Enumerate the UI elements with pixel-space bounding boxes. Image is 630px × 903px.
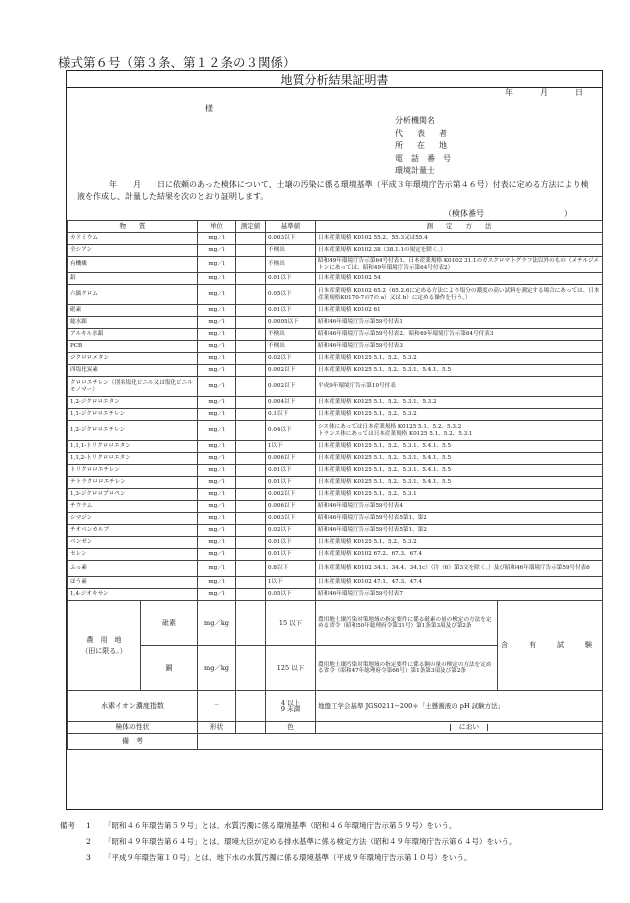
- notes-heading: 備考: [60, 821, 75, 830]
- cell-method: 日本産業規格 K0125 5.1、5.2、5.3.1、5.4.1、5.5: [316, 365, 603, 377]
- table-row: [68, 465, 603, 477]
- cell-unit: mg／l: [198, 245, 236, 257]
- cell-standard: 0.01以下: [266, 477, 316, 489]
- cell-method: シス体にあっては日本産業規格 K0125 5.1、5.2、5.3.2 トランス体にあっては日本産業規格 K0125 5.1、5.2、5.3.1: [316, 421, 603, 441]
- ph-value: [236, 691, 266, 722]
- cell-value: [236, 465, 266, 477]
- results-body: [68, 221, 603, 750]
- cell-method: 昭和46年環境庁告示第59号付表7: [316, 589, 603, 601]
- cell-substance: セレン: [68, 549, 198, 561]
- cell-unit: mg／l: [198, 525, 236, 537]
- cell-substance: 1,2-ジクロロエタン: [68, 397, 198, 409]
- cell-method: 日本産業規格 K0102 55.2、55.3又は55.4: [316, 233, 603, 245]
- issue-date: [479, 87, 584, 98]
- properties-row: [68, 722, 603, 734]
- table-row: [68, 513, 603, 525]
- certificate-frame: [66, 70, 603, 810]
- cell-substance: トリクロロエチレン: [68, 465, 198, 477]
- table-header-row: [68, 221, 603, 233]
- cell-unit: mg／l: [198, 233, 236, 245]
- cell-standard: 0.05以下: [266, 589, 316, 601]
- cell-method: 日本産業規格 K0102 38（38.1.1の規定を除く。）: [316, 245, 603, 257]
- properties-shape: 形状: [198, 722, 236, 734]
- cell-substance: 1,3-ジクロロプロペン: [68, 489, 198, 501]
- table-row: [68, 561, 603, 577]
- cell-value: [236, 453, 266, 465]
- cell-method: 日本産業規格 K0102 61: [316, 305, 603, 317]
- cell-substance: ジクロロメタン: [68, 353, 198, 365]
- addressee-suffix: 様: [205, 104, 213, 113]
- table-row: [68, 353, 603, 365]
- ph-row: [68, 691, 603, 722]
- cell-standard: 0.1以下: [266, 409, 316, 421]
- cell-value: [236, 441, 266, 453]
- table-row: [68, 577, 603, 589]
- cell-value: [236, 305, 266, 317]
- agri-test-label: 含 有 試 験: [498, 601, 603, 691]
- cell-method: 昭和49年環境庁告示第64号付表1、日本産業規格 K0102 31.1のガスクロマトグラフ法以外のもの（メチルジメトンにあっては、昭和49年環境庁告示第64号付表2）: [316, 257, 603, 273]
- date-year: 年: [505, 88, 514, 97]
- table-row: [68, 453, 603, 465]
- cell-unit: mg／l: [198, 377, 236, 397]
- cell-value: [236, 549, 266, 561]
- cell-value: [236, 537, 266, 549]
- cell-method: 日本産業規格 K0102 65.2（65.2.6に定める方法により塩分の濃度の高い試料を測定する場合にあっては、日本産業規格K0170-7の7の a）又は b）に定める操作を行う。）: [316, 285, 603, 305]
- cell-unit: mg／l: [198, 397, 236, 409]
- note-2: 2 「昭和４９年環告第６４号」とは、環境大臣が定める排水基準に係る検定方法（昭和４９年環境庁告示第６４号）をいう。: [86, 837, 517, 846]
- cell-substance: チウラム: [68, 501, 198, 513]
- table-row: [68, 409, 603, 421]
- cell-unit: mg／l: [198, 341, 236, 353]
- cell-value: [236, 421, 266, 441]
- remarks-label: 備 考: [68, 734, 198, 750]
- header-substance: 物 質: [68, 221, 198, 233]
- cell-value: [236, 561, 266, 577]
- cell-method: 日本産業規格 K0102 47.1、47.3、47.4: [316, 577, 603, 589]
- properties-shape-value: [236, 722, 266, 734]
- cell-value: [236, 409, 266, 421]
- table-row: [68, 537, 603, 549]
- properties-odor: におい: [450, 724, 488, 731]
- cell-unit: mg／l: [198, 421, 236, 441]
- analyst-address-label: 所 在 地: [395, 141, 450, 150]
- cell-standard: 0.02以下: [266, 525, 316, 537]
- cell-unit: mg／l: [198, 513, 236, 525]
- agri-method: 農用地土壌汚染対策地域の指定要件に係る銅の量の検定の方法を定める省令（昭和47年総理府令第66号）第1条第3項及び第2条: [316, 646, 498, 691]
- cell-substance: ほう素: [68, 577, 198, 589]
- cell-value: [236, 245, 266, 257]
- table-row: [68, 441, 603, 453]
- cell-method: 日本産業規格 K0125 5.1、5.2、5.3.2: [316, 537, 603, 549]
- cell-method: 昭和46年環境庁告示第59号付表2、昭和49年環境庁告示第64号付表3: [316, 329, 603, 341]
- cell-value: [236, 489, 266, 501]
- intro-text: 年 月 日に依頼のあった検体について、土壌の汚染に係る環境基準（平成３年環境庁告示第４６号）付表に定める方法により検液を作成し、計量した結果を次のとおり証明します。: [77, 180, 589, 201]
- analyst-block: [395, 115, 451, 178]
- cell-method: 日本産業規格 K0125 5.1、5.2、5.3.1、5.4.1、5.5: [316, 465, 603, 477]
- cell-substance: 1,1,2-トリクロロエタン: [68, 453, 198, 465]
- cell-standard: 0.002以下: [266, 377, 316, 397]
- cell-standard: 不検出: [266, 245, 316, 257]
- cell-unit: mg／l: [198, 589, 236, 601]
- cell-substance: 総水銀: [68, 317, 198, 329]
- cell-method: 昭和46年環境庁告示第59号付表1: [316, 317, 603, 329]
- cell-unit: mg／l: [198, 465, 236, 477]
- agri-first-col: [68, 601, 197, 690]
- agri-label: 農 用 地 （田に限る。）: [68, 601, 141, 690]
- table-row: [68, 245, 603, 257]
- cell-standard: 0.05以下: [266, 285, 316, 305]
- cell-standard: 0.01以下: [266, 549, 316, 561]
- remarks-row: [68, 734, 603, 750]
- table-row: [68, 397, 603, 409]
- cell-substance: 1,1,1-トリクロロエタン: [68, 441, 198, 453]
- agri-standard: 125 以下: [266, 646, 316, 691]
- cell-substance: 有機燐: [68, 257, 198, 273]
- cell-value: [236, 577, 266, 589]
- cell-method: 日本産業規格 K0125 5.1、5.2、5.3.2: [316, 409, 603, 421]
- agri-substance: 銅: [165, 663, 173, 672]
- agri-method: 農用地土壌汚染対策地域の指定要件に係る砒素の量の検定の方法を定める省令（昭和50年総理府令第31号）第1条第3項及び第2条: [316, 601, 498, 646]
- cell-substance: クロロエチレン（別名塩化ビニル又は塩化ビニルモノマー）: [68, 377, 198, 397]
- analyst-rep-label: 代 表 者: [395, 128, 450, 138]
- agri-row: [68, 601, 603, 646]
- cell-method: 日本産業規格 K0125 5.1、5.2、5.3.2: [316, 353, 603, 365]
- cell-standard: 0.004以下: [266, 397, 316, 409]
- note-3: 3 「平成９年環告第１０号」とは、地下水の水質汚濁に係る環境基準（平成９年環境庁告示第１０号）をいう。: [86, 853, 472, 862]
- cell-method: 日本産業規格 K0102 54: [316, 273, 603, 285]
- cell-method: 昭和46年環境庁告示第59号付表5第1、第2: [316, 525, 603, 537]
- cell-substance: 1,2-ジクロロエチレン: [68, 421, 198, 441]
- agri-label: [68, 601, 198, 691]
- cell-value: [236, 317, 266, 329]
- cell-method: 日本産業規格 K0125 5.1、5.2、5.3.1: [316, 489, 603, 501]
- cell-standard: 0.01以下: [266, 305, 316, 317]
- table-row: [68, 233, 603, 245]
- sample-number: （検体番号 ）: [444, 209, 572, 218]
- cell-standard: 不検出: [266, 329, 316, 341]
- table-row: [68, 257, 603, 273]
- analyst-org-label: 分析機関名: [395, 116, 435, 125]
- cell-substance: 鉛: [68, 273, 198, 285]
- cell-substance: 1,1-ジクロロエチレン: [68, 409, 198, 421]
- results-table: [67, 220, 603, 750]
- cell-unit: mg／l: [198, 501, 236, 513]
- cell-unit: mg／l: [198, 453, 236, 465]
- form-id: 様式第６号（第３条、第１２条の３関係）: [58, 55, 296, 70]
- cell-standard: 0.006以下: [266, 453, 316, 465]
- cell-value: [236, 513, 266, 525]
- cell-method: 昭和46年環境庁告示第59号付表4: [316, 501, 603, 513]
- cell-method: 平成9年環境庁告示第10号付表: [316, 377, 603, 397]
- analyst-phone-label: 電 話 番 号: [395, 153, 451, 163]
- date-month: 月: [540, 88, 549, 97]
- table-row: [68, 477, 603, 489]
- agri-value: [236, 601, 266, 646]
- cell-substance: チオベンカルブ: [68, 525, 198, 537]
- cell-method: 日本産業規格 K0125 5.1、5.2、5.3.1、5.3.2: [316, 397, 603, 409]
- cell-substance: テトラクロロエチレン: [68, 477, 198, 489]
- cell-value: [236, 273, 266, 285]
- cell-standard: 0.01以下: [266, 273, 316, 285]
- table-row: [68, 285, 603, 305]
- cell-substance: アルキル水銀: [68, 329, 198, 341]
- cell-standard: 0.003以下: [266, 233, 316, 245]
- cell-value: [236, 285, 266, 305]
- cell-method: 日本産業規格 K0102 67.2、67.3、67.4: [316, 549, 603, 561]
- table-row: [68, 589, 603, 601]
- table-row: [68, 421, 603, 441]
- table-row: [68, 377, 603, 397]
- properties-color: 色: [266, 722, 316, 734]
- cell-substance: 1,4-ジオキサン: [68, 589, 198, 601]
- table-row: [68, 317, 603, 329]
- ph-standard-min: 4 以上: [280, 698, 301, 707]
- cell-value: [236, 377, 266, 397]
- date-day: 日: [575, 88, 584, 97]
- cell-standard: 不検出: [266, 341, 316, 353]
- cell-standard: 0.002以下: [266, 489, 316, 501]
- cell-value: [236, 365, 266, 377]
- header-unit: 単位: [198, 221, 236, 233]
- cell-substance: ふっ素: [68, 561, 198, 577]
- cell-unit: mg／l: [198, 365, 236, 377]
- cell-unit: mg／l: [198, 561, 236, 577]
- cell-standard: 0.8以下: [266, 561, 316, 577]
- cell-standard: 0.003以下: [266, 513, 316, 525]
- cell-value: [236, 589, 266, 601]
- cell-method: 昭和46年環境庁告示第59号付表5第1、第2: [316, 513, 603, 525]
- table-row: [68, 341, 603, 353]
- cell-unit: mg／l: [198, 441, 236, 453]
- ph-method: 地盤工学会基準 JGS0211−200＊「土懸濁液の pH 試験方法」: [316, 691, 603, 722]
- properties-odor-cell: [316, 722, 603, 734]
- cell-unit: mg／l: [198, 549, 236, 561]
- remarks-value: [198, 734, 603, 750]
- cell-standard: 不検出: [266, 257, 316, 273]
- cell-method: 日本産業規格 K0125 5.1、5.2、5.3.1、5.4.1、5.5: [316, 477, 603, 489]
- cell-method: 日本産業規格 K0102 34.1、34.4、34.1c）（注（6）第3文を除く。）及び昭和46年環境庁告示第59号付表6: [316, 561, 603, 577]
- cell-method: 日本産業規格 K0125 5.1、5.2、5.3.1、5.4.1、5.5: [316, 453, 603, 465]
- agri-value: [236, 646, 266, 691]
- cell-substance: PCB: [68, 341, 198, 353]
- agri-unit: mg／kg: [198, 601, 236, 646]
- cell-unit: mg／l: [198, 477, 236, 489]
- cell-unit: mg／l: [198, 409, 236, 421]
- table-row: [68, 305, 603, 317]
- cell-unit: mg／l: [198, 285, 236, 305]
- header-value: 測定値: [236, 221, 266, 233]
- cell-unit: mg／l: [198, 353, 236, 365]
- cell-value: [236, 397, 266, 409]
- table-row: [68, 549, 603, 561]
- cell-unit: mg／l: [198, 577, 236, 589]
- cell-substance: ベンゼン: [68, 537, 198, 549]
- table-row: [68, 525, 603, 537]
- ph-unit: －: [198, 691, 236, 722]
- agri-substance-list: [141, 601, 197, 690]
- properties-label: 検体の性状: [68, 722, 198, 734]
- cell-standard: 0.006以下: [266, 501, 316, 513]
- table-row: [68, 489, 603, 501]
- cell-standard: 0.01以下: [266, 537, 316, 549]
- cell-standard: 1以下: [266, 577, 316, 589]
- cell-unit: mg／l: [198, 329, 236, 341]
- cell-unit: mg／l: [198, 273, 236, 285]
- cell-substance: 全シアン: [68, 245, 198, 257]
- header-standard: 基準値: [266, 221, 316, 233]
- cell-unit: mg／l: [198, 257, 236, 273]
- cell-substance: 砒素: [68, 305, 198, 317]
- table-row: [68, 329, 603, 341]
- cell-standard: 0.04以下: [266, 421, 316, 441]
- cell-unit: mg／l: [198, 317, 236, 329]
- cell-value: [236, 477, 266, 489]
- cell-substance: カドミウム: [68, 233, 198, 245]
- cell-substance: 六価クロム: [68, 285, 198, 305]
- table-row: [68, 365, 603, 377]
- cell-standard: 0.002以下: [266, 365, 316, 377]
- cell-substance: シマジン: [68, 513, 198, 525]
- document-title: 地質分析結果証明書: [280, 73, 389, 87]
- analyst-metrologist-label: 環境計量士: [395, 166, 435, 175]
- header-method: 測 定 方 法: [316, 221, 603, 233]
- ph-name: 水素イオン濃度指数: [68, 691, 198, 722]
- cell-value: [236, 233, 266, 245]
- cell-standard: 1以下: [266, 441, 316, 453]
- cell-standard: 0.0005以下: [266, 317, 316, 329]
- cell-value: [236, 329, 266, 341]
- cell-unit: mg／l: [198, 305, 236, 317]
- ph-standard: [266, 691, 316, 722]
- cell-standard: 0.01以下: [266, 465, 316, 477]
- table-row: [68, 501, 603, 513]
- note-1: 備考 1 「昭和４６年環告第５９号」とは、水質汚濁に係る環境基準（昭和４６年環境庁告示第５９号）をいう。: [60, 818, 517, 834]
- table-row: [68, 273, 603, 285]
- cell-value: [236, 353, 266, 365]
- notes: [60, 818, 517, 866]
- cell-standard: 0.02以下: [266, 353, 316, 365]
- cell-value: [236, 501, 266, 513]
- ph-standard-max: 9 未満: [280, 705, 301, 713]
- cell-substance: 四塩化炭素: [68, 365, 198, 377]
- agri-unit: mg／kg: [198, 646, 236, 691]
- cell-value: [236, 525, 266, 537]
- agri-substance: 砒素: [141, 601, 197, 646]
- cell-method: 日本産業規格 K0125 5.1、5.2、5.3.1、5.4.1、5.5: [316, 441, 603, 453]
- agri-standard: 15 以下: [266, 601, 316, 646]
- cell-value: [236, 341, 266, 353]
- cell-method: 昭和46年環境庁告示第59号付表3: [316, 341, 603, 353]
- cell-unit: mg／l: [198, 489, 236, 501]
- cell-value: [236, 257, 266, 273]
- cell-unit: mg／l: [198, 537, 236, 549]
